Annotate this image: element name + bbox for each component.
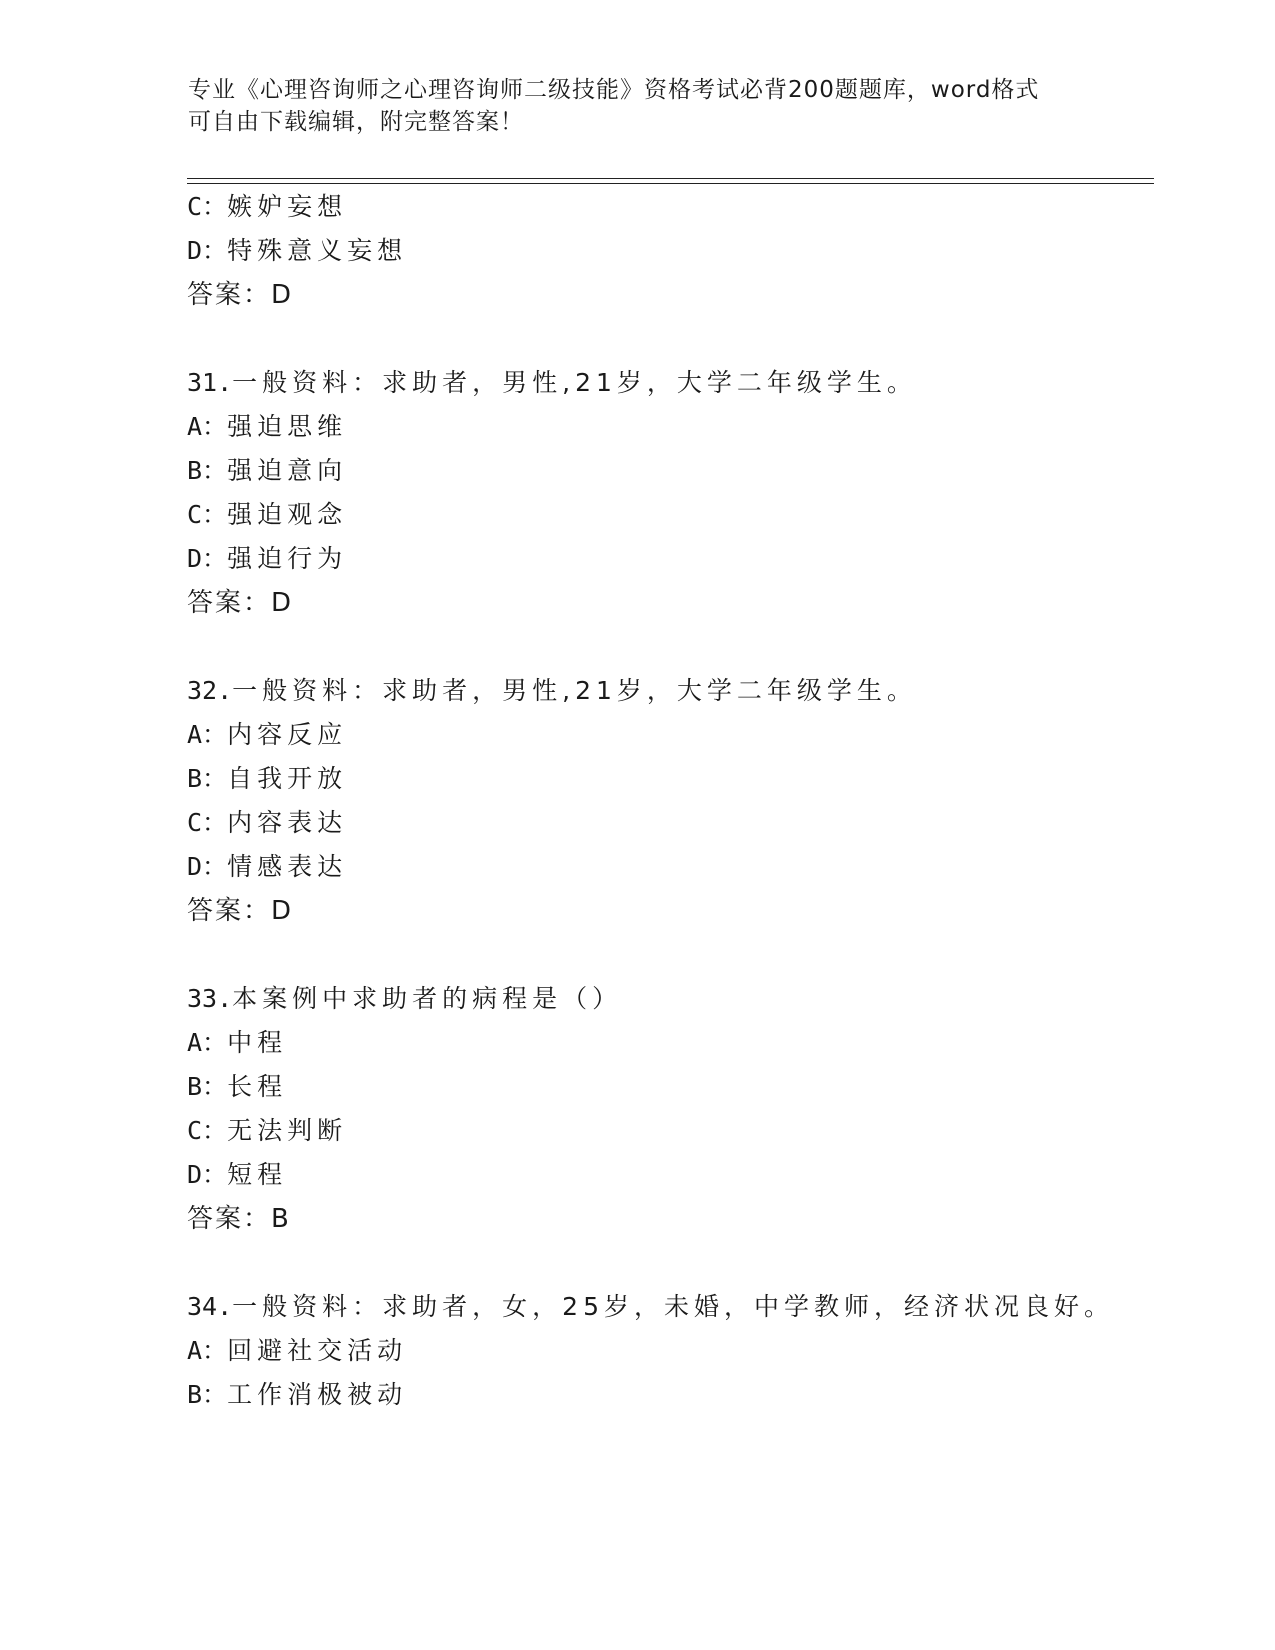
q31-option-c: C：强迫观念 — [187, 500, 348, 529]
document-header — [188, 74, 1088, 138]
q33-stem: 33.本案例中求助者的病程是（） — [187, 984, 623, 1013]
header-title-line2: 可自由下载编辑，附完整答案！ — [188, 109, 524, 135]
q34-stem: 34.一般资料：求助者，女，25岁，未婚，中学教师，经济状况良好。 — [187, 1292, 1114, 1321]
q30-option-c: C：嫉妒妄想 — [187, 192, 348, 221]
q32-option-a: A：内容反应 — [187, 720, 348, 749]
q32-answer: 答案：D — [187, 896, 294, 926]
q30-option-d: D：特殊意义妄想 — [187, 236, 408, 265]
q32-option-d: D：情感表达 — [187, 852, 348, 881]
q32-option-c: C：内容表达 — [187, 808, 348, 837]
q30-answer: 答案：D — [187, 280, 294, 310]
header-divider-bottom — [187, 183, 1154, 184]
header-title-line1: 专业《心理咨询师之心理咨询师二级技能》资格考试必背200题题库，word格式 — [188, 77, 1040, 103]
q32-stem: 32.一般资料：求助者，男性,21岁，大学二年级学生。 — [187, 676, 917, 705]
q33-option-b: B：长程 — [187, 1072, 288, 1101]
q31-answer: 答案：D — [187, 588, 294, 618]
q34-option-b: B：工作消极被动 — [187, 1380, 408, 1409]
header-divider-top — [187, 178, 1154, 179]
q34-option-a: A：回避社交活动 — [187, 1336, 408, 1365]
q31-stem: 31.一般资料：求助者，男性,21岁，大学二年级学生。 — [187, 368, 917, 397]
q31-option-a: A：强迫思维 — [187, 412, 348, 441]
q33-option-a: A：中程 — [187, 1028, 288, 1057]
q32-option-b: B：自我开放 — [187, 764, 348, 793]
q31-option-b: B：强迫意向 — [187, 456, 348, 485]
q33-answer: 答案：B — [187, 1204, 291, 1234]
q33-option-c: C：无法判断 — [187, 1116, 348, 1145]
q33-option-d: D：短程 — [187, 1160, 288, 1189]
q31-option-d: D：强迫行为 — [187, 544, 348, 573]
